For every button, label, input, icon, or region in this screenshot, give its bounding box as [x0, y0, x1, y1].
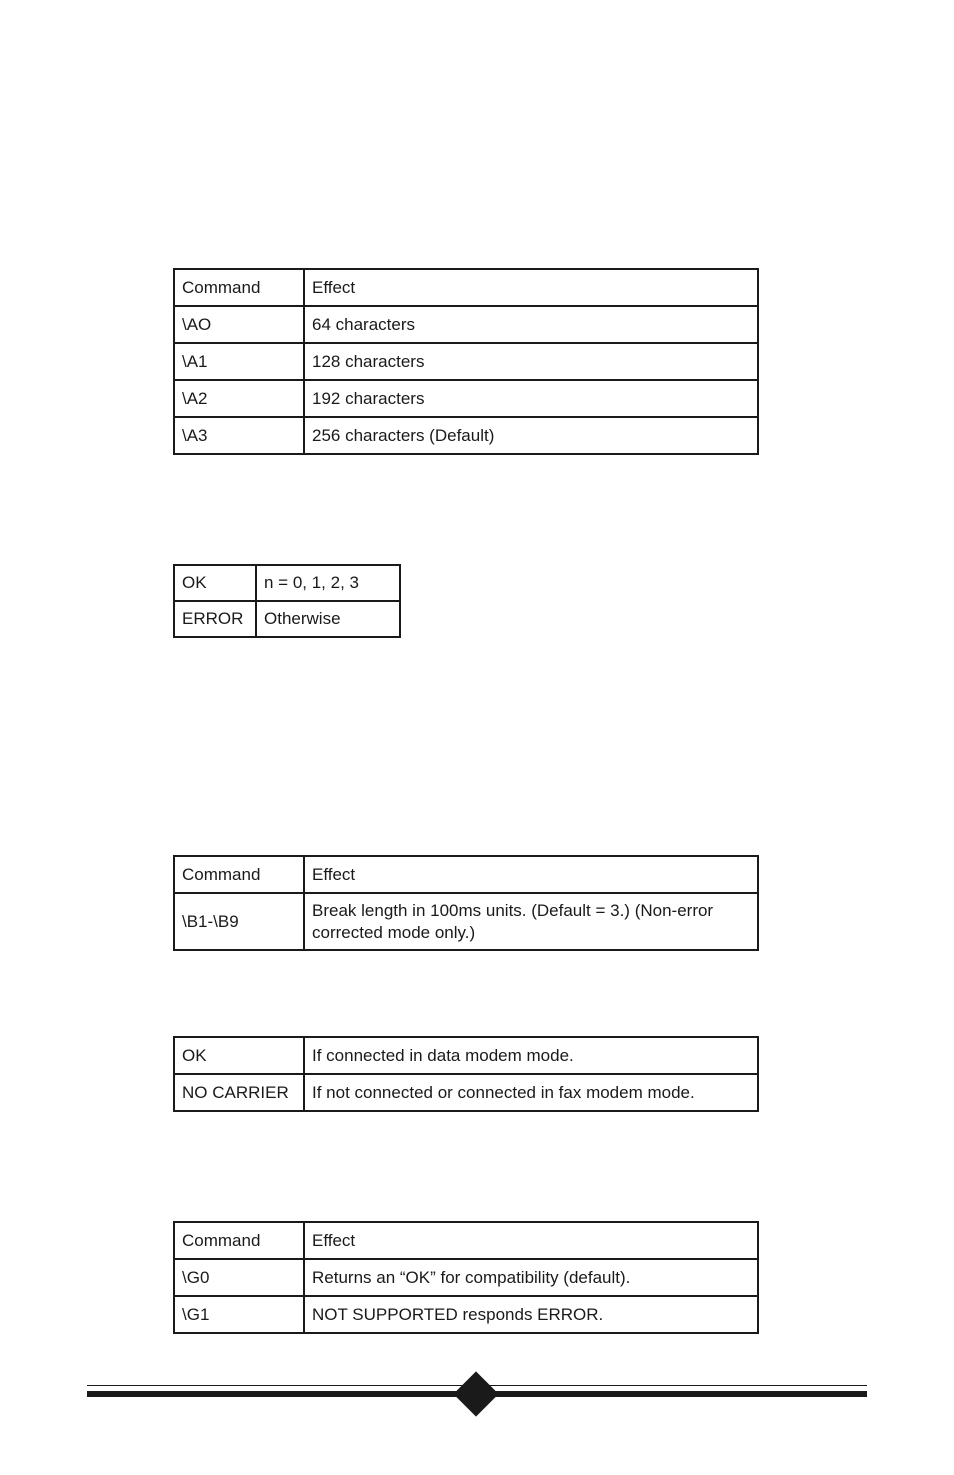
table-row: [174, 306, 758, 343]
header-command: Command: [174, 856, 304, 893]
table-row: [174, 417, 758, 454]
effect-cell: Break length in 100ms units. (Default = 3.) (Non-error corrected mode only.): [304, 893, 758, 950]
table-header-row: [174, 269, 758, 306]
break-length-command-table: [173, 855, 759, 951]
result-condition-cell: If not connected or connected in fax modem mode.: [304, 1074, 758, 1111]
break-result-table: [173, 1036, 759, 1112]
command-cell: \B1-\B9: [174, 893, 304, 950]
table-row: [174, 1074, 758, 1111]
table-row: [174, 1296, 758, 1333]
header-command: Command: [174, 1222, 304, 1259]
table-row: [174, 893, 758, 950]
command-cell: \A2: [174, 380, 304, 417]
result-code-cell: OK: [174, 565, 256, 601]
flow-control-command-table: [173, 1221, 759, 1334]
buffer-size-command-table: [173, 268, 759, 455]
result-condition-cell: Otherwise: [256, 601, 400, 637]
result-code-cell: ERROR: [174, 601, 256, 637]
command-cell: \A3: [174, 417, 304, 454]
command-cell: \G1: [174, 1296, 304, 1333]
header-effect: Effect: [304, 269, 758, 306]
effect-cell: 128 characters: [304, 343, 758, 380]
result-code-cell: NO CARRIER: [174, 1074, 304, 1111]
command-cell: \AO: [174, 306, 304, 343]
result-code-cell: OK: [174, 1037, 304, 1074]
result-condition-cell: If connected in data modem mode.: [304, 1037, 758, 1074]
header-effect: Effect: [304, 1222, 758, 1259]
table-header-row: [174, 1222, 758, 1259]
table-row: [174, 601, 400, 637]
table-row: [174, 565, 400, 601]
buffer-size-result-table: [173, 564, 401, 638]
footer-diamond-ornament: [453, 1371, 498, 1416]
table-row: [174, 343, 758, 380]
command-cell: \G0: [174, 1259, 304, 1296]
command-cell: \A1: [174, 343, 304, 380]
effect-cell: Returns an “OK” for compatibility (default).: [304, 1259, 758, 1296]
result-condition-cell: n = 0, 1, 2, 3: [256, 565, 400, 601]
table-row: [174, 1259, 758, 1296]
effect-cell: 192 characters: [304, 380, 758, 417]
table-header-row: [174, 856, 758, 893]
table-row: [174, 1037, 758, 1074]
effect-cell: 256 characters (Default): [304, 417, 758, 454]
header-command: Command: [174, 269, 304, 306]
effect-cell: NOT SUPPORTED responds ERROR.: [304, 1296, 758, 1333]
effect-cell: 64 characters: [304, 306, 758, 343]
table-row: [174, 380, 758, 417]
header-effect: Effect: [304, 856, 758, 893]
